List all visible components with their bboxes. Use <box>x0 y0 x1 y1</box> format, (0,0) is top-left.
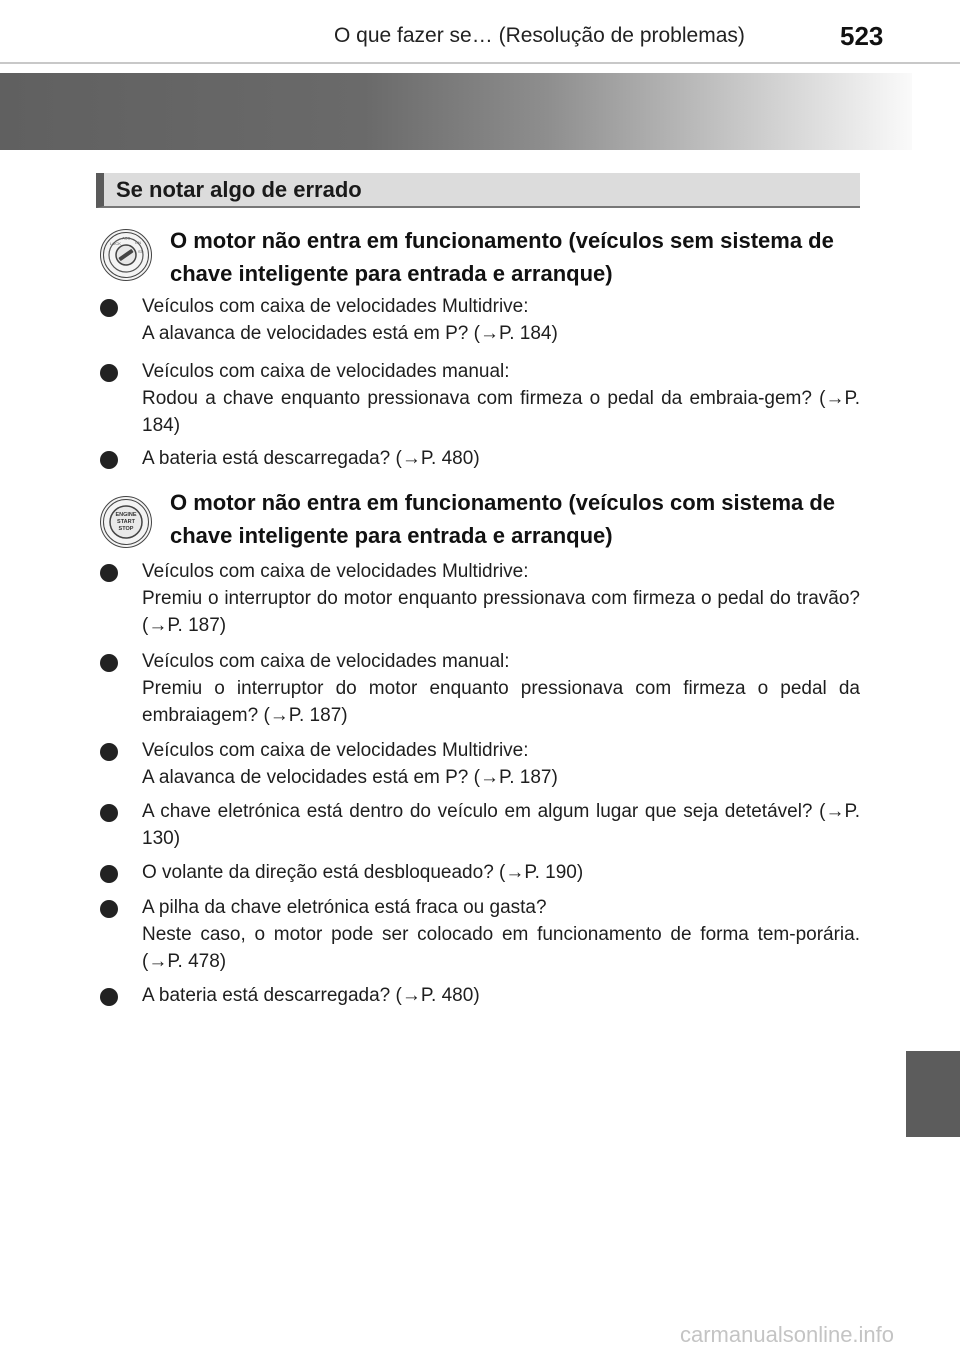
list-item <box>100 798 860 852</box>
running-header-title: O que fazer se… (Resolução de problemas) <box>334 24 745 47</box>
list-item-line: O volante da direção está desbloqueado? (→P. 190) <box>142 862 584 883</box>
section-heading-text: Se notar algo de errado <box>116 177 362 202</box>
list-item <box>100 293 860 347</box>
chapter-side-tab <box>906 1051 960 1137</box>
list-item-line: Premiu o interruptor do motor enquanto pressionava com firmeza o pedal do travão? (→P. 187) <box>142 588 860 636</box>
list-item-line: A alavanca de velocidades está em P? (→P. 184) <box>142 323 558 344</box>
bullet-dot <box>100 564 118 582</box>
list-item <box>100 648 860 729</box>
list-item <box>100 894 860 975</box>
chapter-banner <box>0 73 912 150</box>
list-item-line: Veículos com caixa de velocidades Multidrive: <box>142 296 529 317</box>
list-item <box>100 358 860 439</box>
list-item <box>100 445 860 472</box>
list-item <box>100 982 860 1009</box>
list-item-line: Premiu o interruptor do motor enquanto pressionava com firmeza o pedal da embraiagem? (→P. 187) <box>142 678 860 726</box>
list-item-line: A pilha da chave eletrónica está fraca ou gasta? <box>142 897 547 918</box>
icon-label: ENGINE <box>115 512 137 518</box>
subheading-no-smart-key: O motor não entra em funcionamento (veículos sem sistema de chave inteligente para entrada e arranque) <box>170 228 834 286</box>
bullet-dot <box>100 988 118 1006</box>
ignition-key-icon <box>100 229 152 281</box>
bullet-dot <box>100 451 118 469</box>
icon-label: START <box>117 519 135 525</box>
bullet-dot <box>100 900 118 918</box>
list-item <box>100 859 860 886</box>
list-item-line: A alavanca de velocidades está em P? (→P. 187) <box>142 767 558 788</box>
header-divider <box>0 62 960 64</box>
bullet-dot <box>100 654 118 672</box>
footer-watermark: carmanualsonline.info <box>680 1322 895 1347</box>
icon-label: STOP <box>118 526 134 532</box>
bullet-dot <box>100 865 118 883</box>
list-item-line: Veículos com caixa de velocidades manual: <box>142 651 510 672</box>
list-item-line: Veículos com caixa de velocidades Multidrive: <box>142 561 529 582</box>
svg-text:ST: ST <box>138 249 144 254</box>
page-number: 523 <box>840 21 884 51</box>
list-item-line: A bateria está descarregada? (→P. 480) <box>142 448 480 469</box>
list-item-line: Veículos com caixa de velocidades manual: <box>142 361 510 382</box>
list-item-line: A chave eletrónica está dentro do veículo em algum lugar que seja detetável? (→P. 130) <box>142 801 860 849</box>
bullet-dot <box>100 743 118 761</box>
list-item <box>100 558 860 639</box>
list-item-line: Neste caso, o motor pode ser colocado em funcionamento de forma tem-porária. (→P. 478) <box>142 924 860 972</box>
engine-start-stop-icon <box>100 496 152 548</box>
list-item-line: A bateria está descarregada? (→P. 480) <box>142 985 480 1006</box>
bullet-dot <box>100 364 118 382</box>
bullet-dot <box>100 804 118 822</box>
bullet-dot <box>100 299 118 317</box>
svg-text:LOCK: LOCK <box>110 241 121 246</box>
subheading-smart-key: O motor não entra em funcionamento (veículos com sistema de chave inteligente para entrada e arranque) <box>170 490 836 548</box>
svg-text:ON: ON <box>135 240 141 245</box>
svg-text:ACC: ACC <box>122 235 131 241</box>
list-item-line: Rodou a chave enquanto pressionava com firmeza o pedal da embraia-gem? (→P. 184) <box>142 388 860 436</box>
list-item <box>100 737 860 791</box>
section-heading <box>96 173 860 208</box>
list-item-line: Veículos com caixa de velocidades Multidrive: <box>142 740 529 761</box>
